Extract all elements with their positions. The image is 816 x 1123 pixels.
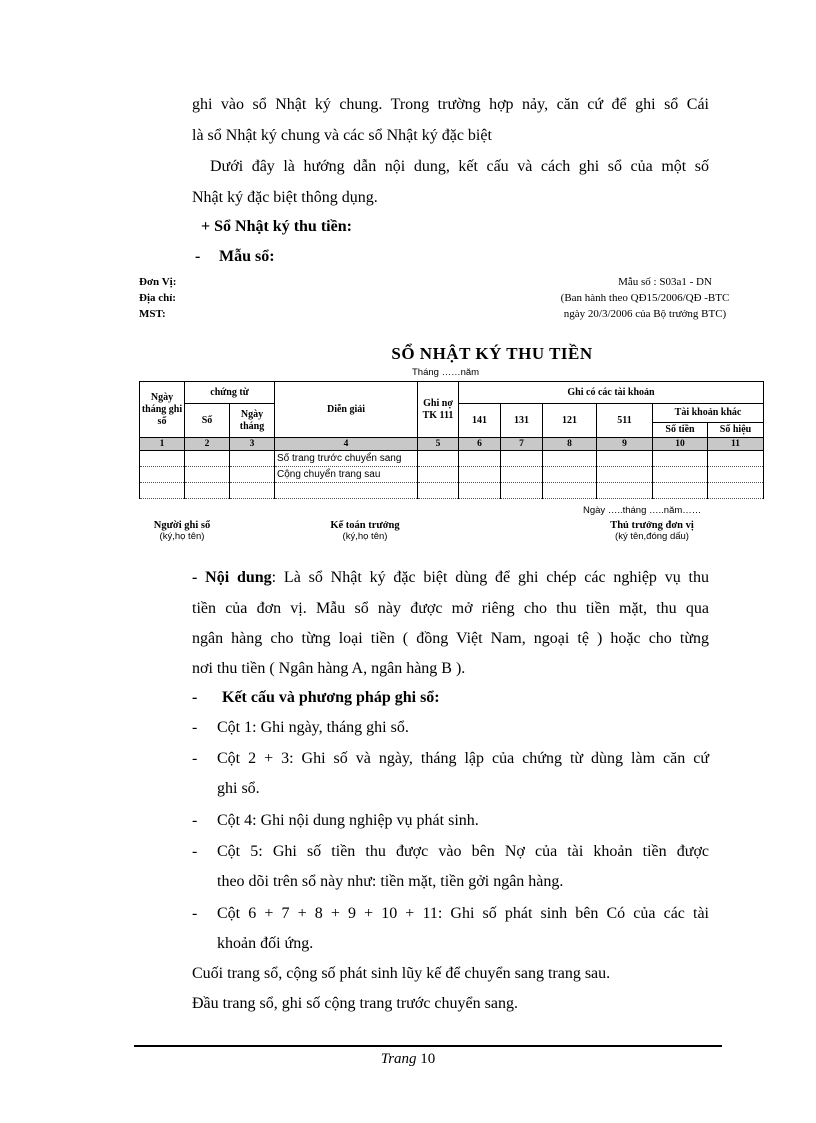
form-header-left bbox=[139, 274, 176, 322]
col-number-7: 7 bbox=[501, 438, 543, 451]
col-number-5: 5 bbox=[418, 438, 459, 451]
director-sub: (ký tên,đóng dấu) bbox=[615, 531, 689, 542]
column-2-3-text-cont: ghi sổ. bbox=[217, 780, 260, 797]
issued-by: (Ban hành theo QĐ15/2006/QĐ -BTC bbox=[560, 292, 730, 304]
row-carry-next: Cộng chuyển trang sau bbox=[275, 467, 418, 483]
content-label: - Nội dung bbox=[192, 569, 272, 586]
col-number-1: 1 bbox=[140, 438, 185, 451]
col-number-4: 4 bbox=[275, 438, 418, 451]
column-6-11-text-cont: khoản đối ứng. bbox=[217, 935, 314, 952]
col-number-3: 3 bbox=[230, 438, 275, 451]
col-number-10: 10 bbox=[653, 438, 708, 451]
col-number-8: 8 bbox=[543, 438, 597, 451]
header-debit: Ghi nợ TK 111 bbox=[418, 382, 459, 438]
content-text-a: : Là sổ Nhật ký đặc biệt dùng để ghi chép các nghiệp vụ thu bbox=[271, 569, 710, 586]
header-other-amount: Số tiền bbox=[653, 423, 708, 438]
content-line-1 bbox=[192, 568, 709, 588]
col-number-2: 2 bbox=[185, 438, 230, 451]
structure-dash: - bbox=[192, 689, 198, 706]
table-row bbox=[140, 451, 764, 467]
intro-line-4: Nhật ký đặc biệt thông dụng. bbox=[192, 189, 378, 206]
page-footer bbox=[0, 1051, 816, 1068]
header-acc-141: 141 bbox=[459, 404, 501, 438]
ledger-title: SỔ NHẬT KÝ THU TIỀN bbox=[391, 344, 593, 363]
table-row bbox=[140, 483, 764, 499]
content-line-3: ngân hàng cho từng loại tiền ( đồng Việt Nam, ngoại tệ ) hoặc cho từng bbox=[192, 630, 709, 647]
intro-line-3: Dưới đây là hướng dẫn nội dung, kết cấu và cách ghi sổ của một số bbox=[210, 158, 709, 175]
header-credit: Ghi có các tài khoản bbox=[459, 382, 764, 404]
header-voucher-date: Ngày tháng bbox=[230, 404, 275, 438]
unit-label: Đơn Vị: bbox=[139, 276, 177, 288]
signature-director bbox=[590, 520, 714, 542]
header-date: Ngày tháng ghi sổ bbox=[140, 382, 185, 438]
recorder-title: Người ghi sổ bbox=[153, 520, 211, 531]
accountant-sub: (ký,họ tên) bbox=[342, 531, 388, 542]
header-acc-511: 511 bbox=[597, 404, 653, 438]
issued-date: ngày 20/3/2006 của Bộ trưởng BTC) bbox=[563, 308, 727, 320]
header-other-accounts: Tài khoản khác bbox=[653, 404, 764, 423]
dash-c1: - bbox=[192, 719, 198, 736]
column-5-text: Cột 5: Ghi số tiền thu được vào bên Nợ của tài khoản tiền được bbox=[217, 843, 709, 860]
signature-date-line: Ngày …..tháng …..năm…… bbox=[583, 505, 702, 516]
content-line-4: nơi thu tiền ( Ngân hàng A, ngân hàng B ). bbox=[192, 660, 466, 677]
tax-code-label: MST: bbox=[139, 308, 166, 320]
signature-recorder bbox=[130, 520, 234, 542]
table-row bbox=[140, 467, 764, 483]
dash-c2: - bbox=[192, 750, 198, 767]
ledger-table bbox=[139, 381, 764, 499]
end-line-1: Cuối trang sổ, cộng số phát sinh lũy kế để chuyển sang trang sau. bbox=[192, 965, 611, 982]
structure-heading: Kết cấu và phương pháp ghi sổ: bbox=[222, 689, 440, 706]
header-acc-131: 131 bbox=[501, 404, 543, 438]
column-1-text: Cột 1: Ghi ngày, tháng ghi sổ. bbox=[217, 719, 409, 736]
section-heading: + Sổ Nhật ký thu tiền: bbox=[201, 218, 352, 235]
page-number: 10 bbox=[420, 1051, 436, 1067]
subheading-dash: - bbox=[195, 248, 201, 265]
content-line-2: tiền của đơn vị. Mẫu sổ này được mở riêng cho thu tiền mặt, thu qua bbox=[192, 600, 709, 617]
form-number: Mẫu số : S03a1 - DN bbox=[618, 276, 712, 288]
column-4-text: Cột 4: Ghi nội dung nghiệp vụ phát sinh. bbox=[217, 812, 479, 829]
footer-rule bbox=[134, 1045, 722, 1047]
dash-c5: - bbox=[192, 843, 198, 860]
subheading-mau-so: Mẫu sổ: bbox=[219, 248, 275, 265]
intro-line-1: ghi vào sổ Nhật ký chung. Trong trường hợp nảy, căn cứ để ghi sổ Cái bbox=[192, 96, 709, 113]
header-other-code: Số hiệu bbox=[708, 423, 764, 438]
col-number-6: 6 bbox=[459, 438, 501, 451]
accountant-title: Kế toán trưởng bbox=[330, 520, 400, 531]
header-description: Diễn giải bbox=[275, 382, 418, 438]
header-acc-121: 121 bbox=[543, 404, 597, 438]
dash-c4: - bbox=[192, 812, 198, 829]
director-title: Thủ trưởng đơn vị bbox=[610, 520, 694, 531]
month-line: Tháng ……năm bbox=[412, 367, 480, 378]
column-5-text-cont: theo dõi trên sổ này như: tiền mặt, tiền gởi ngân hàng. bbox=[217, 873, 564, 890]
col-number-11: 11 bbox=[708, 438, 764, 451]
dash-c6: - bbox=[192, 905, 198, 922]
signature-accountant bbox=[310, 520, 420, 542]
header-voucher-no: Số bbox=[185, 404, 230, 438]
recorder-sub: (ký,họ tên) bbox=[159, 531, 205, 542]
col-number-9: 9 bbox=[597, 438, 653, 451]
column-6-11-text: Cột 6 + 7 + 8 + 9 + 10 + 11: Ghi số phát sinh bên Có của các tài bbox=[217, 905, 709, 922]
end-line-2: Đầu trang sổ, ghi số cộng trang trước chuyển sang. bbox=[192, 995, 518, 1012]
column-2-3-text: Cột 2 + 3: Ghi số và ngày, tháng lập của chứng từ dùng làm căn cứ bbox=[217, 750, 709, 767]
footer-label: Trang bbox=[380, 1051, 417, 1067]
intro-line-2: là sổ Nhật ký chung và các sổ Nhật ký đặc biệt bbox=[192, 127, 492, 144]
row-carried-forward: Số trang trước chuyển sang bbox=[275, 451, 418, 467]
address-label: Địa chỉ: bbox=[139, 292, 176, 304]
header-voucher: chứng từ bbox=[185, 382, 275, 404]
form-header-right bbox=[530, 274, 760, 322]
